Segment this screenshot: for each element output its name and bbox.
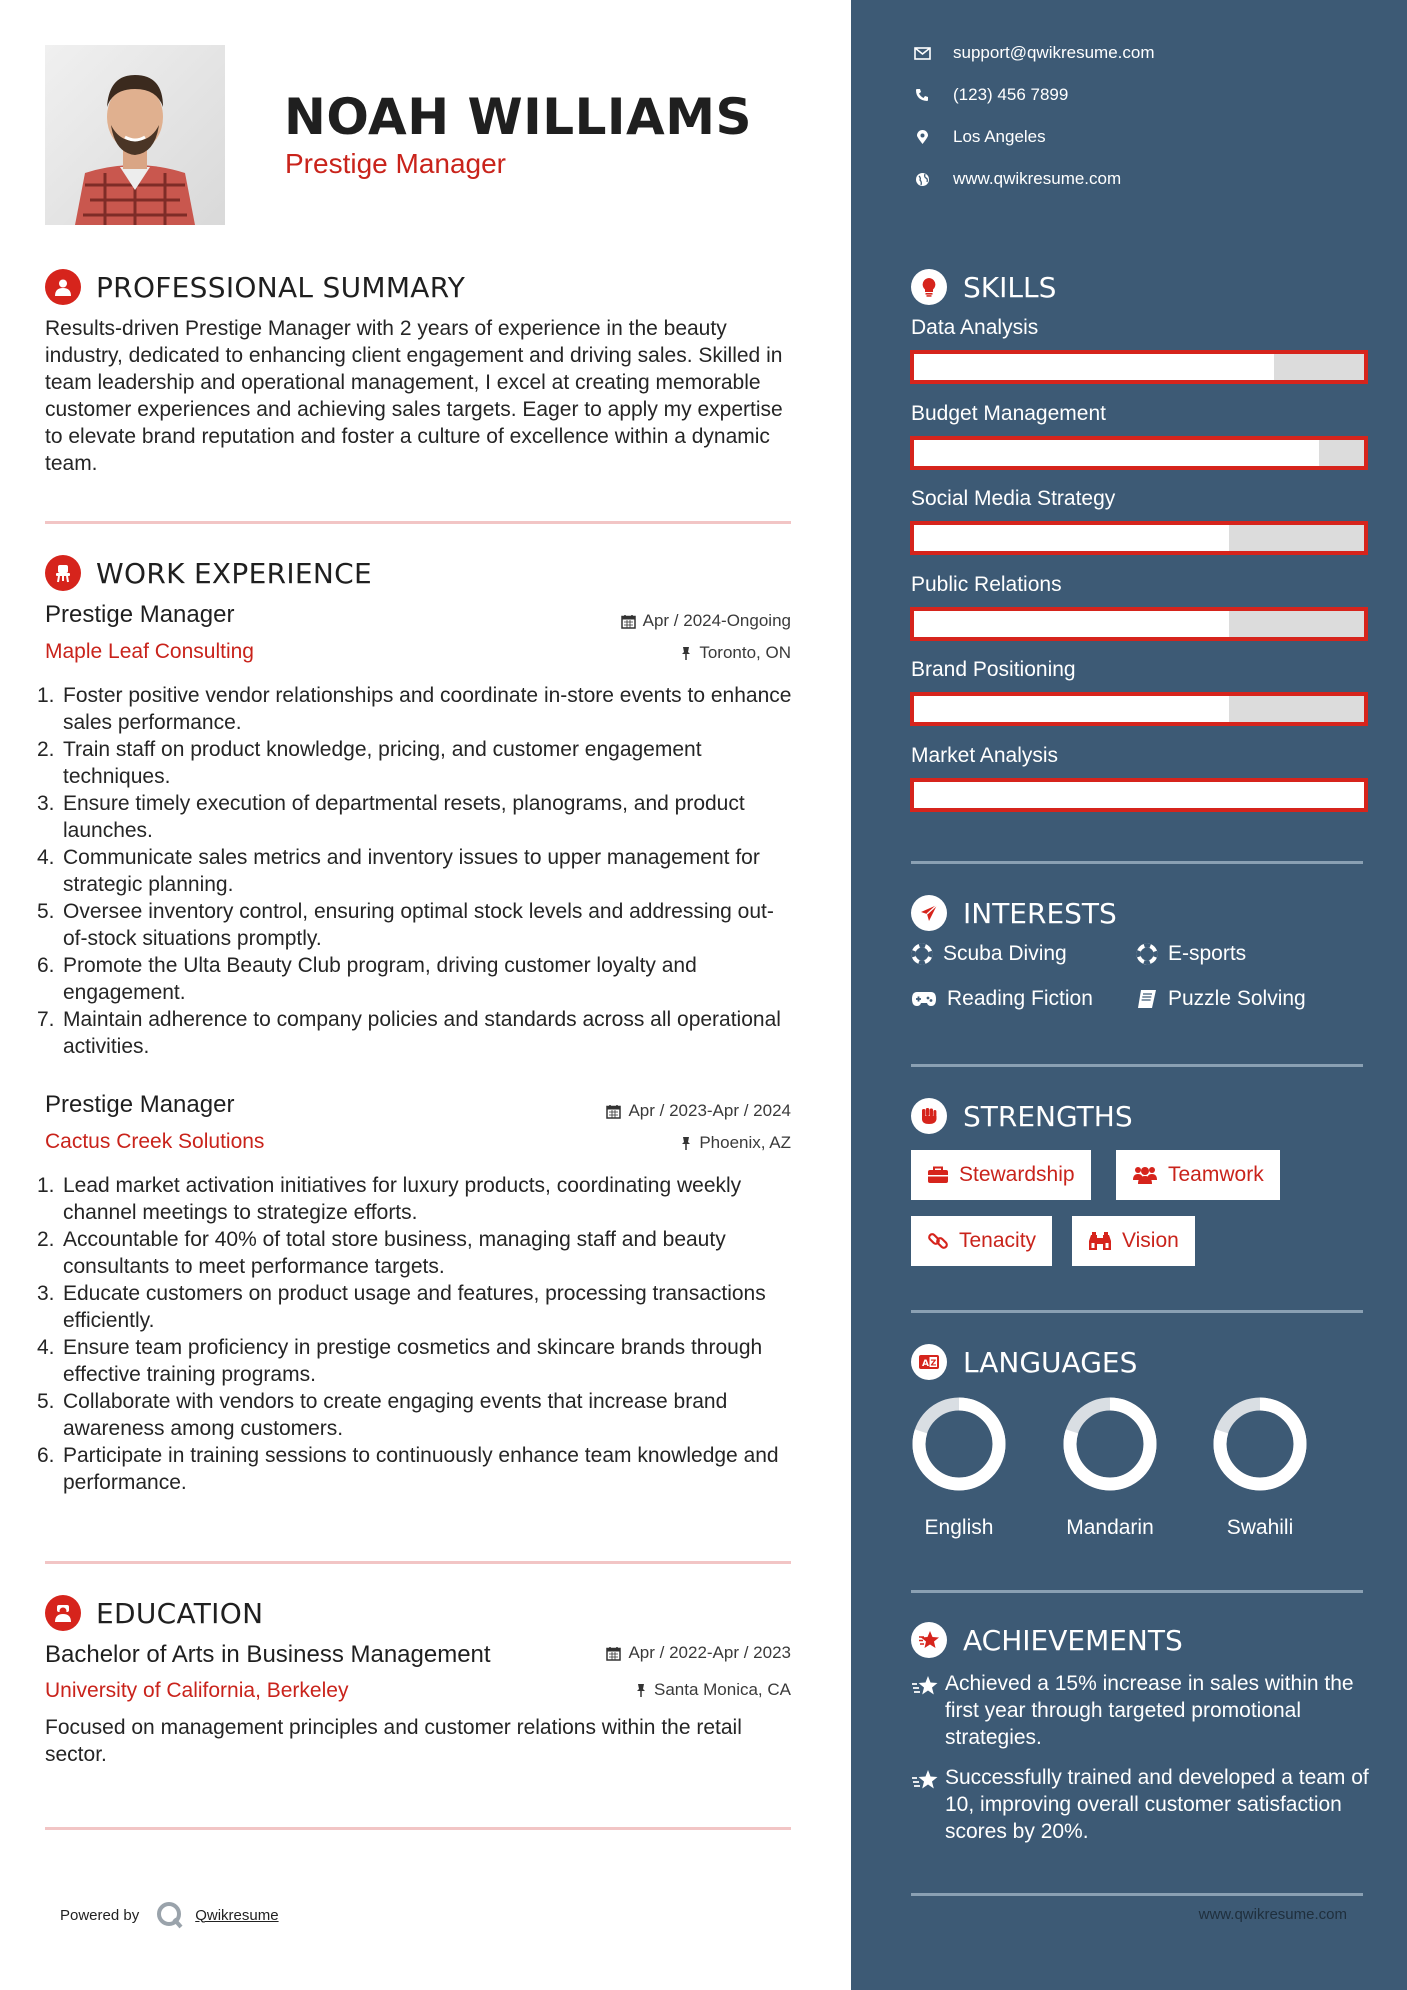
language-item (1050, 1396, 1170, 1540)
candidate-name: NOAH WILLIAMS (284, 88, 752, 146)
language-donut (1212, 1396, 1308, 1492)
bullet-text: Ensure timely execution of departmental resets, planograms, and product launches. (63, 792, 745, 842)
education-date: Apr / 2022-Apr / 2023 (606, 1643, 791, 1663)
pin-icon (635, 1683, 647, 1698)
bullet-item (37, 1280, 797, 1334)
bullet-number: 2. (37, 738, 55, 761)
skill-label: Public Relations (911, 572, 1062, 596)
skill-bar-fill (914, 611, 1229, 637)
paper-plane-icon (911, 895, 947, 931)
bullet-item (37, 844, 797, 898)
calendar-icon (606, 1646, 621, 1661)
skill-bar (910, 436, 1368, 470)
bullet-item (37, 736, 797, 790)
job-date: Apr / 2024-Ongoing (621, 611, 791, 631)
shooting-star-icon (911, 1768, 945, 1845)
divider (911, 1893, 1363, 1896)
bullet-number: 3. (37, 792, 55, 815)
skill-label: Brand Positioning (911, 658, 1076, 681)
divider (911, 1590, 1363, 1593)
skill-bar-fill (914, 782, 1364, 808)
education-description: Focused on management principles and customer relations within the retail sector. (45, 1716, 742, 1766)
bullet-text: Ensure team proficiency in prestige cosmetics and skincare brands through effective training programs. (63, 1336, 763, 1386)
language-donut (911, 1396, 1007, 1492)
contact-phone[interactable]: (123) 456 7899 (911, 85, 1068, 105)
bullet-item (37, 1442, 797, 1496)
contact-location: Los Angeles (911, 127, 1046, 147)
strength-tag: Stewardship (911, 1150, 1091, 1200)
language-donut (1062, 1396, 1158, 1492)
education-location: Santa Monica, CA (635, 1680, 791, 1700)
bullet-text: Participate in training sessions to continuously enhance team knowledge and performance. (63, 1444, 779, 1494)
strengths-heading (911, 1096, 1133, 1136)
strength-tag: Teamwork (1116, 1150, 1280, 1200)
language-label: English (924, 1516, 994, 1539)
pin-icon (680, 646, 692, 661)
contact-website[interactable]: www.qwikresume.com (911, 169, 1121, 189)
map-marker-icon (911, 130, 933, 145)
education-heading (45, 1593, 263, 1633)
binoculars-icon (1088, 1231, 1112, 1251)
skill-bar-fill (914, 525, 1229, 551)
life-ring-icon (911, 943, 933, 965)
profile-photo (45, 45, 225, 225)
globe-icon (911, 172, 933, 187)
bullet-item (37, 952, 797, 1006)
bullet-number: 4. (37, 1336, 55, 1359)
divider (911, 861, 1363, 864)
svg-text:Z: Z (930, 1358, 937, 1368)
bullet-number: 1. (37, 1174, 55, 1197)
skill-label: Budget Management (911, 401, 1106, 425)
language-item (899, 1396, 1019, 1540)
interests-title: INTERESTS (963, 896, 1117, 930)
skill-label: Social Media Strategy (911, 487, 1116, 510)
bullet-text: Foster positive vendor relationships and coordinate in-store events to enhance sales performance. (63, 684, 792, 734)
book-icon (1136, 989, 1158, 1009)
bullet-text: Collaborate with vendors to create engaging events that increase brand awareness among customers. (63, 1390, 728, 1440)
bullet-item (37, 1172, 797, 1226)
bullet-text: Maintain adherence to company policies and standards across all operational activities. (63, 1008, 781, 1058)
svg-text:A: A (922, 1359, 929, 1369)
skill-bar (910, 521, 1368, 555)
experience-title: WORK EXPERIENCE (96, 556, 372, 590)
achievements-title: ACHIEVEMENTS (963, 1623, 1183, 1657)
bullet-item (37, 682, 797, 736)
divider (45, 521, 791, 524)
languages-title: LANGUAGES (963, 1345, 1138, 1379)
language-label: Swahili (1226, 1516, 1294, 1539)
qwikresume-link[interactable]: Qwikresume (195, 1906, 279, 1924)
strength-tag: Vision (1072, 1216, 1195, 1266)
bullet-text: Oversee inventory control, ensuring optimal stock levels and addressing out-of-stock situations promptly. (63, 900, 774, 950)
envelope-icon (911, 47, 933, 60)
graduate-icon (45, 1595, 81, 1631)
degree: Bachelor of Arts in Business Management (45, 1641, 491, 1668)
interest-item: Scuba Diving (911, 942, 1067, 966)
divider (911, 1064, 1363, 1067)
job-date: Apr / 2023-Apr / 2024 (606, 1101, 791, 1121)
star-badge-icon (911, 1622, 947, 1658)
job-title: Prestige Manager (45, 1091, 235, 1118)
achievement-item: Achieved a 15% increase in sales within the first year through targeted promotional strategies. (911, 1670, 1371, 1751)
language-item (1200, 1396, 1320, 1540)
job-title: Prestige Manager (45, 601, 235, 628)
strengths-title: STRENGTHS (963, 1099, 1133, 1133)
job-location: Phoenix, AZ (680, 1133, 791, 1153)
sidebar (851, 0, 1407, 1990)
bullet-item (37, 1226, 797, 1280)
summary-title: PROFESSIONAL SUMMARY (96, 270, 466, 304)
skill-bar-fill (914, 440, 1319, 466)
summary-heading (45, 267, 465, 307)
interest-item: E-sports (1136, 942, 1246, 966)
bullet-number: 6. (37, 1444, 55, 1467)
divider (911, 1310, 1363, 1313)
bullet-number: 5. (37, 900, 55, 923)
bullet-item (37, 790, 797, 844)
job-bullets (37, 682, 797, 1060)
bullet-number: 4. (37, 846, 55, 869)
education-title: EDUCATION (96, 1596, 264, 1630)
skill-bar (910, 350, 1368, 384)
bullet-number: 7. (37, 1008, 55, 1031)
language-label: Mandarin (1066, 1516, 1154, 1539)
users-icon (1132, 1165, 1158, 1185)
user-icon (45, 269, 81, 305)
job-bullets (37, 1172, 797, 1496)
bullet-text: Communicate sales metrics and inventory issues to upper management for strategic planning. (63, 846, 760, 896)
calendar-icon (621, 614, 636, 629)
bullet-number: 2. (37, 1228, 55, 1251)
bullet-item (37, 898, 797, 952)
calendar-icon (606, 1104, 621, 1119)
bullet-number: 5. (37, 1390, 55, 1413)
powered-by-label: Powered by (60, 1906, 140, 1924)
strength-tag: Tenacity (911, 1216, 1052, 1266)
skill-bar (910, 607, 1368, 641)
bullet-text: Train staff on product knowledge, pricing, and customer engagement techniques. (63, 738, 702, 788)
skills-title: SKILLS (963, 270, 1057, 304)
skill-label: Market Analysis (911, 743, 1059, 767)
bullet-item (37, 1388, 797, 1442)
briefcase-icon (927, 1166, 949, 1184)
divider (45, 1561, 791, 1564)
bullet-text: Promote the Ulta Beauty Club program, driving customer loyalty and engagement. (63, 954, 697, 1004)
experience-heading (45, 553, 372, 593)
fist-icon (911, 1098, 947, 1134)
skill-bar (910, 778, 1368, 812)
powered-by (60, 1900, 279, 1930)
achievement-item: Successfully trained and developed a team of 10, improving overall customer satisfaction scores by 20%. (911, 1764, 1371, 1845)
translate-icon (911, 1344, 947, 1380)
footer-website[interactable]: www.qwikresume.com (1198, 1906, 1347, 1923)
skill-bar-fill (914, 696, 1229, 722)
bullet-number: 6. (37, 954, 55, 977)
skill-bar (910, 692, 1368, 726)
bullet-text: Educate customers on product usage and features, processing transactions efficiently. (63, 1282, 766, 1332)
candidate-title: Prestige Manager (285, 148, 507, 179)
job-company: Cactus Creek Solutions (45, 1130, 265, 1153)
phone-icon (911, 88, 933, 102)
summary-text: Results-driven Prestige Manager with 2 years of experience in the beauty industry, dedicated to enhancing client engagement and driving sales. Skilled in team leadership and operational management, I excel at creating memorable customer experiences and achieving sales targets. Eager to apply my expertise to elevate brand reputation and foster a culture of excellence within a dynamic team. (45, 317, 783, 475)
languages-heading (911, 1342, 1137, 1382)
skills-heading (911, 267, 1056, 307)
qwikresume-logo-icon (155, 1900, 185, 1930)
interest-item: Reading Fiction (911, 987, 1093, 1011)
shooting-star-icon (911, 1674, 945, 1751)
bullet-text: Accountable for 40% of total store business, managing staff and beauty consultants to meet performance targets. (63, 1228, 726, 1278)
bullet-number: 3. (37, 1282, 55, 1305)
chair-icon (45, 555, 81, 591)
life-ring-icon (1136, 943, 1158, 965)
pin-icon (680, 1136, 692, 1151)
job-location: Toronto, ON (680, 643, 791, 663)
divider (45, 1827, 791, 1830)
interest-item: Puzzle Solving (1136, 987, 1306, 1011)
bullet-number: 1. (37, 684, 55, 707)
contact-email[interactable]: support@qwikresume.com (911, 43, 1155, 63)
link-icon (927, 1230, 949, 1252)
school: University of California, Berkeley (45, 1679, 349, 1702)
skill-bar-fill (914, 354, 1274, 380)
lightbulb-icon (911, 269, 947, 305)
skill-label: Data Analysis (911, 316, 1039, 339)
gamepad-icon (911, 991, 937, 1007)
interests-heading (911, 893, 1117, 933)
bullet-item (37, 1006, 797, 1060)
achievements-heading (911, 1620, 1183, 1660)
bullet-item (37, 1334, 797, 1388)
bullet-text: Lead market activation initiatives for luxury products, coordinating weekly channel meetings to strategize efforts. (63, 1174, 742, 1224)
job-company: Maple Leaf Consulting (45, 640, 254, 663)
